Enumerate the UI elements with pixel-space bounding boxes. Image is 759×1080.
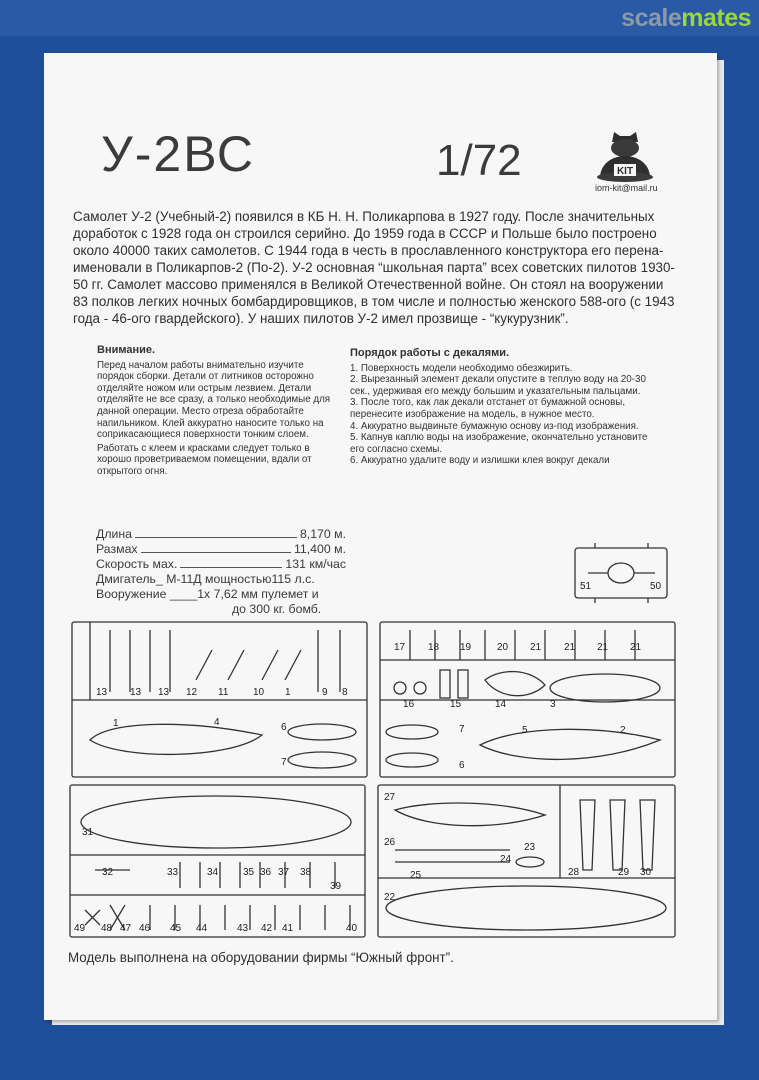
sprue-C-label: 47 (120, 923, 132, 934)
sprue-C-label: 31 (82, 827, 94, 838)
sprue-D-label: 23 (524, 842, 536, 853)
sprue-B-label: 21 (597, 642, 609, 653)
sprue-A (72, 622, 367, 777)
sprue-B-label: 21 (630, 642, 642, 653)
sprue-A-label: 1 (285, 687, 291, 698)
sprue-A-label: 10 (253, 687, 265, 698)
decal-step: 6. Аккуратно удалите воду и излишки клея вокруг декали (350, 455, 610, 467)
brand-email: iom-kit@mail.ru (595, 183, 658, 193)
sprue-A-label: 9 (322, 687, 328, 698)
decal-step: 4. Аккуратно выдвиньте бумажную основу из-под изображения. (350, 420, 639, 432)
sprue-B-label: 21 (564, 642, 576, 653)
sprue-B-label: 6 (459, 760, 465, 771)
sprue-D-label: 22 (384, 892, 396, 903)
decal-heading: Порядок работы с декалями. (350, 347, 510, 359)
sprue-B-label: 5 (522, 725, 528, 736)
sprue-C-label: 32 (102, 867, 114, 878)
sprue-A-label: 13 (96, 687, 108, 698)
sprue-C-label: 36 (260, 867, 272, 878)
sprue-C-label: 33 (167, 867, 179, 878)
sprue-A-label: 11 (218, 687, 229, 698)
logo-text-mates: mates (681, 4, 751, 32)
sprue-D-label: 29 (618, 867, 630, 878)
sprue-D-label: 30 (640, 867, 652, 878)
spec-armament: Вооружение ____ 1х 7,62 мм пулемет и (96, 587, 319, 601)
sprue-C (70, 785, 365, 937)
decal-step: 3. После того, как лак декали отстанет от бумажной основы, перенесите изображение на модель, в нужное место. (350, 397, 626, 420)
sprue-B-label: 7 (459, 724, 465, 735)
decal-step: 5. Капнув каплю воды на изображение, окончательно установите его согласно схемы. (350, 432, 648, 455)
sprue-C-label: 44 (196, 923, 208, 934)
sprue-C-label: 43 (237, 923, 249, 934)
sprue-B-label: 16 (403, 699, 415, 710)
sprue-small (575, 543, 667, 603)
sprue-C-label: 46 (139, 923, 151, 934)
sprue-C-label: 45 (170, 923, 182, 934)
sprue-A-label: 8 (342, 687, 348, 698)
sprue-C-label: 34 (207, 867, 219, 878)
sprue-A-label: 4 (214, 717, 220, 728)
spec-engine: Дмигатель_ М-11Д мощностью 115 л.с. (96, 572, 315, 586)
sprue-B-label: 2 (620, 725, 626, 736)
sprue-B-label: 19 (460, 642, 472, 653)
sprue-B-label: 3 (550, 699, 556, 710)
sprue-D (378, 785, 675, 937)
sprue-small-label: 51 (580, 581, 592, 592)
decal-step: 1. Поверхность модели необходимо обезжирить. (350, 362, 573, 374)
spec-speed: Скорость мах. 131 км/час (96, 557, 346, 571)
sprue-D-label: 28 (568, 867, 580, 878)
sprue-A-label: 1 (113, 718, 119, 729)
sprue-B-label: 21 (530, 642, 542, 653)
attention-heading: Внимание. (97, 344, 156, 356)
sprue-A-label: 13 (130, 687, 142, 698)
decal-step: 2. Вырезанный элемент декали опустите в теплую воду на 20-30 сек., удерживая его между большим и указательным пальцами. (350, 374, 646, 397)
sprue-C-label: 42 (261, 923, 273, 934)
sprue-A-label: 6 (281, 722, 287, 733)
sprue-B-label: 18 (428, 642, 440, 653)
logo-text-scale: scale (621, 4, 682, 32)
footer-note: Модель выполнена на оборудовании фирмы “Южный фронт”. (68, 950, 454, 965)
sprue-C-label: 38 (300, 867, 312, 878)
sprue-B-label: 15 (450, 699, 462, 710)
sprue-D-label: 25 (410, 870, 422, 881)
sprue-C-label: 48 (101, 923, 113, 934)
sprue-A-label: 13 (158, 687, 170, 698)
brand-logo-label: KIT (616, 166, 634, 177)
sprue-A-label: 7 (281, 757, 287, 768)
sprue-B-label: 20 (497, 642, 509, 653)
sprue-A-label: 12 (186, 687, 198, 698)
sprue-D-label: 27 (384, 792, 396, 803)
sprue-C-label: 41 (282, 923, 294, 934)
sprue-small-label: 50 (650, 581, 662, 592)
intro-paragraph: Самолет У-2 (Учебный-2) появился в КБ Н. Н. Поликарпова в 1927 году. После значительных доработок с 1928 года он строился серийно. До 1959 года в СССР и Польше было построено около 40000 таких самолетов. С 1944 года в честь в прославленного конструктора его перена-именовали в Поликарпов-2 (По-2). У-2 основная “школьная парта” всех советских пилотов 1930-50 гг. Самолет массово применялся в Великой Отечественной войне. Он стоял на вооружении 83 полков легких ночных бомбардировщиков, в том числе и полностью женского 588-ого (с 1943 года - 46-ого гвардейского). У наших пилотов У-2 имел прозвище - “кукурузник”. (73, 209, 675, 326)
sprue-C-label: 49 (74, 923, 86, 934)
attention-paragraph-2: Работать с клеем и красками следует только в хорошо проветриваемом помещении, вдали от открытого огня. (97, 442, 312, 477)
sprue-C-label: 39 (330, 881, 342, 892)
attention-paragraph-1: Перед началом работы внимательно изучите порядок сборки. Детали от литников осторожно отделяйте ножом или острым лезвием. Детали отделяйте не все сразу, а только необходимые для данной операции. Место отреза обработайте напильником. Клей аккуратно наносите только на соприкасающиеся поверхности тонким слоем. (97, 359, 331, 441)
model-scale: 1/72 (436, 136, 522, 185)
spec-span: Размах 11,400 м. (96, 542, 346, 556)
sprue-C-label: 37 (278, 867, 290, 878)
sprue-D-label: 26 (384, 837, 396, 848)
sprue-C-label: 40 (346, 923, 358, 934)
spec-length: Длина 8,170 м. (96, 527, 346, 541)
spec-armament-cont: до 300 кг. бомб. (232, 602, 322, 616)
sprue-D-label: 24 (500, 854, 512, 865)
sprue-C-label: 35 (243, 867, 255, 878)
sprue-B-label: 17 (394, 642, 406, 653)
sprue-B-label: 14 (495, 699, 507, 710)
model-title: У-2ВС (101, 126, 256, 182)
